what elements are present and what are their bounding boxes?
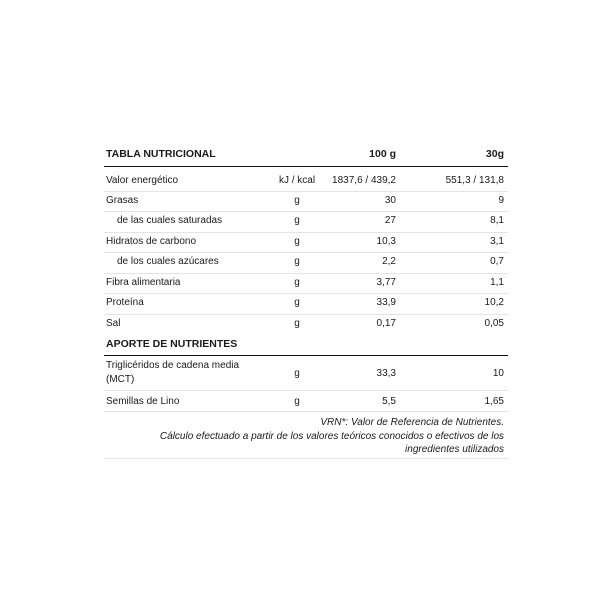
- nutrient-unit: g: [294, 297, 300, 308]
- nutrient-name: de las cuales saturadas: [117, 215, 223, 226]
- row-divider: [104, 191, 508, 192]
- footnote-line: ingredientes utilizados: [405, 444, 504, 455]
- value-30g: 0,05: [484, 318, 504, 329]
- table-row: [104, 360, 508, 388]
- value-100g: 5,5: [382, 396, 396, 407]
- nutrient-name: Fibra alimentaria: [106, 277, 181, 288]
- value-30g: 1,65: [484, 396, 504, 407]
- value-30g: 10: [492, 368, 504, 379]
- nutrient-name: Triglicéridos de cadena media: [106, 360, 240, 371]
- value-30g: 8,1: [490, 215, 504, 226]
- nutrient-unit: g: [294, 318, 300, 329]
- row-divider: [104, 252, 508, 253]
- nutrient-name: Valor energético: [106, 175, 179, 186]
- value-30g: 3,1: [490, 236, 504, 247]
- value-30g: 0,7: [490, 256, 504, 267]
- header-divider: [104, 166, 508, 167]
- nutrient-name: Semillas de Lino: [106, 396, 180, 407]
- nutrient-name: Proteína: [106, 297, 144, 308]
- nutrient-name: Grasas: [106, 195, 139, 206]
- column-header-30g: 30g: [485, 148, 504, 160]
- value-30g: 9: [498, 195, 504, 206]
- value-100g: 33,9: [376, 297, 396, 308]
- bottom-divider: [104, 458, 508, 459]
- value-100g: 1837,6 / 439,2: [332, 175, 396, 186]
- table-title: TABLA NUTRICIONAL: [106, 148, 216, 160]
- row-divider: [104, 211, 508, 212]
- value-100g: 2,2: [382, 256, 396, 267]
- nutrient-name: Sal: [106, 318, 121, 329]
- row-divider: [104, 232, 508, 233]
- nutrient-name-continued: (MCT): [106, 374, 135, 385]
- column-header-100g: 100 g: [369, 148, 396, 160]
- nutrient-unit: g: [294, 236, 300, 247]
- nutrient-unit: kJ / kcal: [278, 175, 316, 186]
- value-100g: 30: [384, 195, 396, 206]
- nutrient-unit: g: [294, 277, 300, 288]
- row-divider: [104, 411, 508, 412]
- row-divider: [104, 390, 508, 391]
- section-divider: [104, 355, 508, 356]
- footnote-line: VRN*: Valor de Referencia de Nutrientes.: [320, 417, 504, 428]
- section-title: APORTE DE NUTRIENTES: [106, 338, 238, 350]
- footnote-line: Cálculo efectuado a partir de los valores teóricos conocidos o efectivos de los: [159, 430, 504, 442]
- value-100g: 10,3: [376, 236, 396, 247]
- value-30g: 551,3 / 131,8: [445, 175, 504, 186]
- value-100g: 3,77: [376, 277, 396, 288]
- footnote: [160, 416, 504, 457]
- value-100g: 27: [384, 215, 396, 226]
- nutrient-unit: g: [294, 215, 300, 226]
- value-100g: 0,17: [376, 318, 396, 329]
- value-100g: 33,3: [376, 368, 396, 379]
- nutrient-unit: g: [294, 256, 300, 267]
- nutrient-name: de los cuales azúcares: [117, 256, 219, 267]
- nutrient-unit: g: [294, 368, 300, 379]
- nutrient-unit: g: [294, 396, 300, 407]
- nutrient-name: Hidratos de carbono: [106, 236, 197, 247]
- row-divider: [104, 273, 508, 274]
- value-30g: 1,1: [490, 277, 504, 288]
- row-divider: [104, 314, 508, 315]
- row-divider: [104, 293, 508, 294]
- nutrient-unit: g: [294, 195, 300, 206]
- value-30g: 10,2: [484, 297, 504, 308]
